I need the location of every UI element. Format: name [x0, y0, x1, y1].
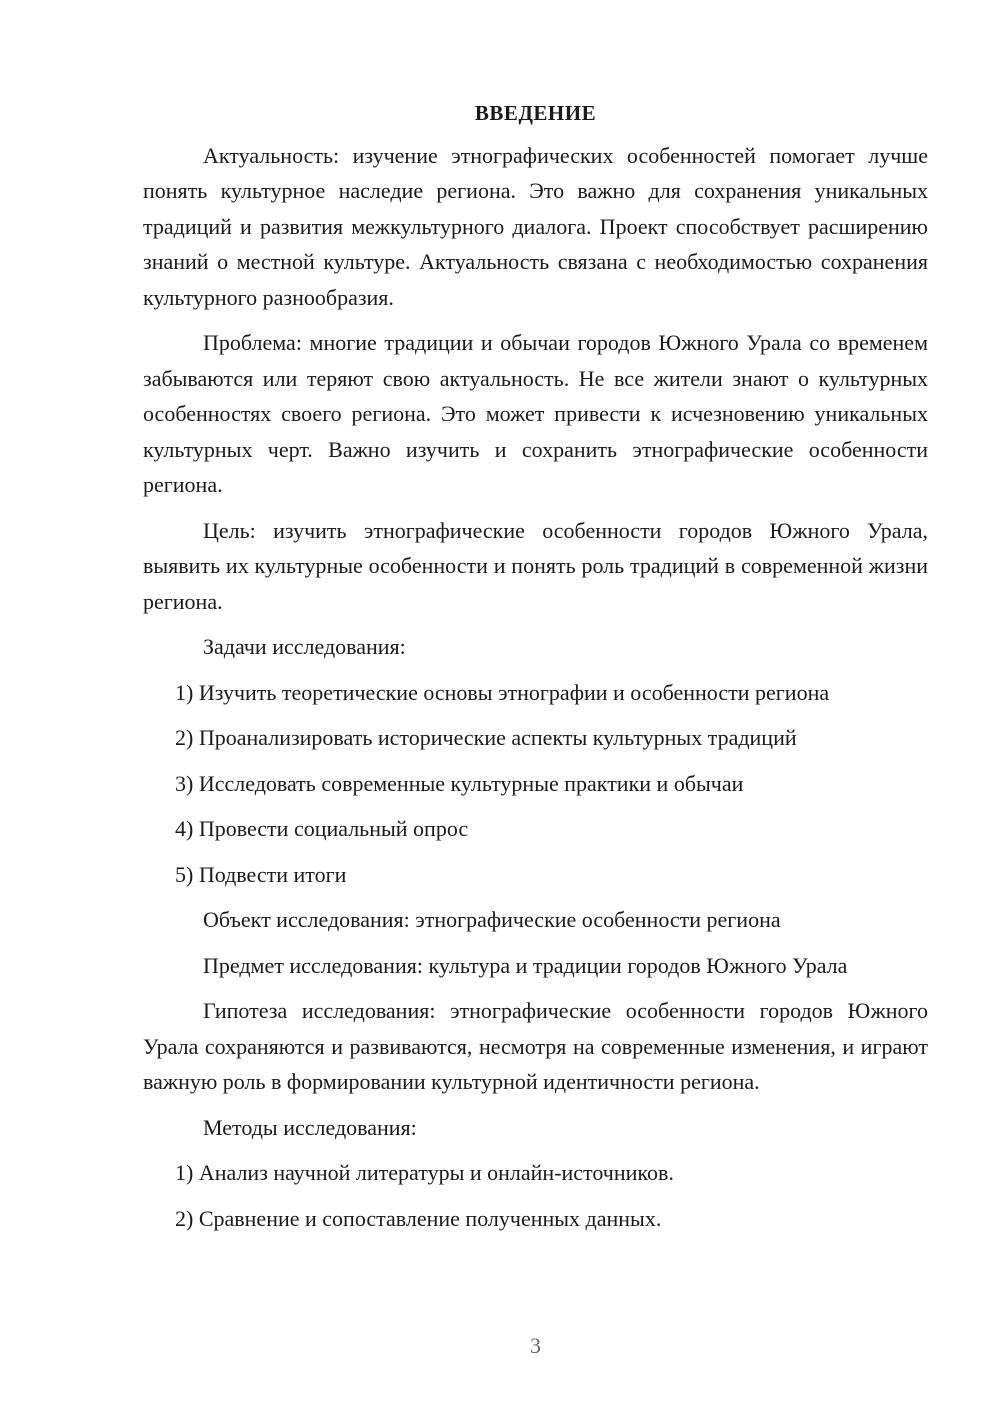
- relevance-paragraph: Актуальность: изучение этнографических особенностей помогает лучше понять культурное наследие региона. Это важно для сохранения уникальных традиций и развития межкультурного диалога. Проект способствует расширению знаний о местной культуре. Актуальность связана с необходимостью сохранения культурного разнообразия.: [143, 142, 928, 310]
- task-item: 4) Провести социальный опрос: [175, 816, 469, 841]
- methods-heading: Методы исследования:: [203, 1114, 417, 1140]
- method-item: 2) Сравнение и сопоставление полученных данных.: [175, 1205, 662, 1231]
- task-item: 5) Подвести итоги: [175, 861, 347, 887]
- task-item: 3) Исследовать современные культурные практики и обычаи: [175, 770, 744, 796]
- subject-paragraph: Предмет исследования: культура и традиции городов Южного Урала: [203, 952, 848, 978]
- task-item: 1) Изучить теоретические основы этнографии и особенности региона: [175, 679, 830, 705]
- object-paragraph: Объект исследования: этнографические особенности региона: [203, 907, 781, 932]
- section-title: ВВЕДЕНИЕ: [474, 101, 597, 125]
- methods-list: [143, 1155, 928, 1236]
- page-content: [143, 96, 928, 1246]
- tasks-heading: Задачи исследования:: [203, 634, 406, 659]
- problem-paragraph: Проблема: многие традиции и обычаи городов Южного Урала со временем забываются или теряют свою актуальность. Не все жители знают о культурных особенностях своего региона. Это может привести к исчезновению уникальных культурных черт. Важно изучить и сохранить этнографические особенности региона.: [143, 330, 928, 497]
- goal-paragraph: Цель: изучить этнографические особенности городов Южного Урала, выявить их культурные особенности и понять роль традиций в современной жизни региона.: [143, 517, 928, 614]
- hypothesis-paragraph: Гипотеза исследования: этнографические особенности городов Южного Урала сохраняются и развиваются, несмотря на современные изменения, и играют важную роль в формировании культурной идентичности региона.: [143, 998, 928, 1094]
- method-item: 1) Анализ научной литературы и онлайн-источников.: [175, 1160, 674, 1185]
- page-number: 3: [530, 1333, 541, 1358]
- task-item: 2) Проанализировать исторические аспекты культурных традиций: [175, 725, 797, 750]
- tasks-list: [143, 675, 928, 893]
